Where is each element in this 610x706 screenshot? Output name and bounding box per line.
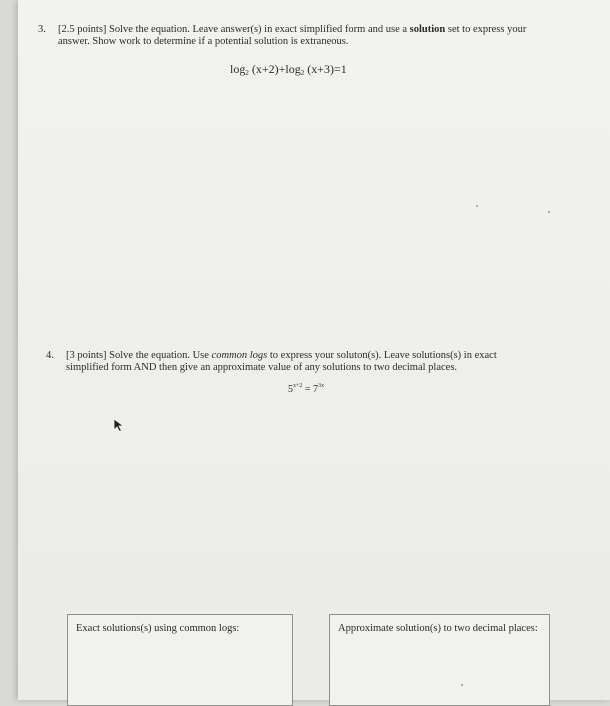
- question-3-line-1: [38, 24, 583, 36]
- question-3-text-b: set to express your: [447, 24, 527, 35]
- question-4: [46, 350, 516, 374]
- question-4-number: 4.: [46, 350, 54, 361]
- exact-solutions-box[interactable]: [67, 614, 293, 706]
- exact-solutions-label: Exact solutions(s) using common logs:: [76, 623, 240, 634]
- paper-speck: [476, 205, 478, 207]
- mouse-pointer-icon: [113, 418, 125, 437]
- question-4-text-b: to express your soluton(s). Leave solutions(s) in exact: [269, 350, 497, 361]
- paper-speck: [461, 684, 463, 686]
- plus-sign: +: [278, 62, 286, 76]
- question-3-points: [2.5 points]: [58, 24, 107, 35]
- paper-speck: [548, 211, 550, 213]
- equals-sign: =: [304, 384, 311, 395]
- log-arg-2: (x+3): [307, 62, 334, 76]
- question-4-italic-phrase: common logs: [211, 350, 268, 361]
- question-3-bold-word: solution: [409, 24, 446, 35]
- question-4-equation: [288, 383, 324, 395]
- log-term-1: log: [230, 62, 246, 76]
- log-arg-1: (x+2): [251, 62, 279, 76]
- exp-base-2: 7: [313, 384, 319, 395]
- approximate-solutions-label: Approximate solution(s) to two decimal places:: [338, 623, 538, 634]
- question-3-equation: [230, 62, 347, 77]
- log-base-2: 2: [300, 69, 305, 77]
- question-3-text-a: Solve the equation. Leave answer(s) in exact simplified form and use a: [109, 24, 408, 35]
- exp-base-1: 5: [288, 384, 293, 395]
- question-4-text-a: Solve the equation. Use: [109, 350, 209, 361]
- equation-rhs: =1: [334, 62, 347, 76]
- log-term-2: log: [285, 62, 301, 76]
- log-base-1: 2: [245, 69, 249, 77]
- question-4-points: [3 points]: [66, 350, 107, 361]
- question-3: [38, 24, 583, 48]
- question-3-line-2: answer. Show work to determine if a potential solution is extraneous.: [58, 36, 349, 47]
- question-4-line-2: simplified form AND then give an approximate value of any solutions to two decimal places.: [66, 362, 458, 373]
- exponent-1: x+2: [293, 383, 303, 389]
- approximate-solutions-box[interactable]: [329, 614, 550, 706]
- question-3-number: 3.: [38, 24, 46, 35]
- question-4-line-1: [46, 350, 516, 362]
- worksheet-page: [18, 0, 610, 700]
- exponent-2: 3x: [318, 383, 325, 389]
